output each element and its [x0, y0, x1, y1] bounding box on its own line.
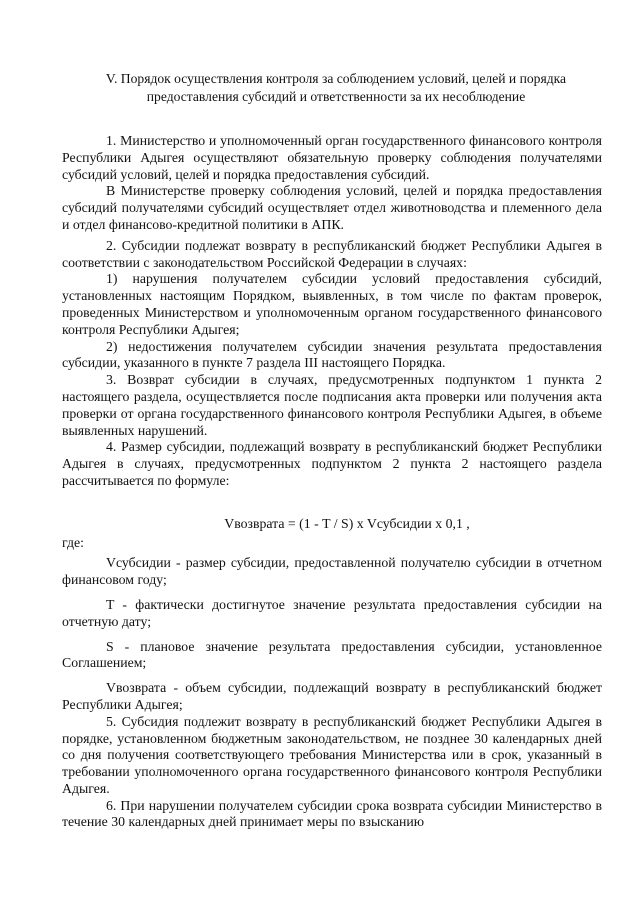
paragraph-6: 6. При нарушении получателем субсидии срока возврата субсидии Министерство в течение 30 календарных дней принимает меры по взысканию	[62, 797, 602, 830]
paragraph-3: 3. Возврат субсидии в случаях, предусмотренных подпунктом 1 пункта 2 настоящего раздела, осуществляется после подписания акта проверки или получения акта проверки от органа государственного финансового контроля Республики Адыгея, в объеме выявленных нарушений.	[62, 372, 602, 438]
paragraph-1: 1. Министерство и уполномоченный орган государственного финансового контроля Республики Адыгея осуществляют обязательную проверку соблюдения получателями субсидий условий, целей и порядка предоставления субсидий.	[62, 133, 602, 182]
paragraph-2: 2. Субсидии подлежат возврату в республиканский бюджет Республики Адыгея в соответствии с законодательством Российской Федерации в случаях:	[62, 237, 602, 270]
section-heading	[70, 70, 602, 105]
paragraph-5: 5. Субсидия подлежит возврату в республиканский бюджет Республики Адыгея в порядке, установленном бюджетным законодательством, не позднее 30 календарных дней со дня получения соответствующего требования Министерства или в срок, указанный в требовании уполномоченного органа государственного финансового контроля Республики Адыгея.	[62, 713, 602, 796]
formula: Vвозврата = (1 - T / S) x Vсубсидии x 0,1 ,	[224, 515, 470, 531]
section-heading-line-2: предоставления субсидий и ответственности за их несоблюдение	[146, 88, 526, 104]
paragraph-4: 4. Размер субсидии, подлежащий возврату в республиканский бюджет Республики Адыгея в случаях, предусмотренных подпунктом 2 пункта 2 настоящего раздела рассчитывается по формуле:	[62, 439, 602, 488]
paragraph-1-continuation: В Министерстве проверку соблюдения условий, целей и порядка предоставления субсидий получателями субсидий осуществляет отдел животноводства и племенного дела и отдел финансово-кредитной политики в АПК.	[62, 183, 602, 232]
document-body	[62, 133, 602, 831]
definition-v-return: Vвозврата - объем субсидии, подлежащий возврату в республиканский бюджет Республики Адыгея;	[62, 680, 602, 712]
formula-where-label: где:	[62, 534, 84, 550]
paragraph-2-item-2: 2) недостижения получателем субсидии значения результата предоставления субсидии, указанного в пункте 7 раздела III настоящего Порядка.	[62, 338, 602, 371]
definition-v-subsidy: Vсубсидии - размер субсидии, предоставленной получателю субсидии в отчетном финансовом году;	[62, 555, 602, 588]
paragraph-2-item-1: 1) нарушения получателем субсидии условий предоставления субсидий, установленных настоящим Порядком, выявленных, в том числе по фактам проверок, проведенных Министерством и уполномоченным органом государственного финансового контроля Республики Адыгея;	[62, 271, 602, 337]
definition-t: T - фактически достигнутое значение результата предоставления субсидии на отчетную дату;	[62, 596, 602, 629]
section-heading-line-1: V. Порядок осуществления контроля за соблюдением условий, целей и порядка	[105, 71, 567, 86]
definition-s: S - плановое значение результата предоставления субсидии, установленное Соглашением;	[62, 638, 602, 671]
